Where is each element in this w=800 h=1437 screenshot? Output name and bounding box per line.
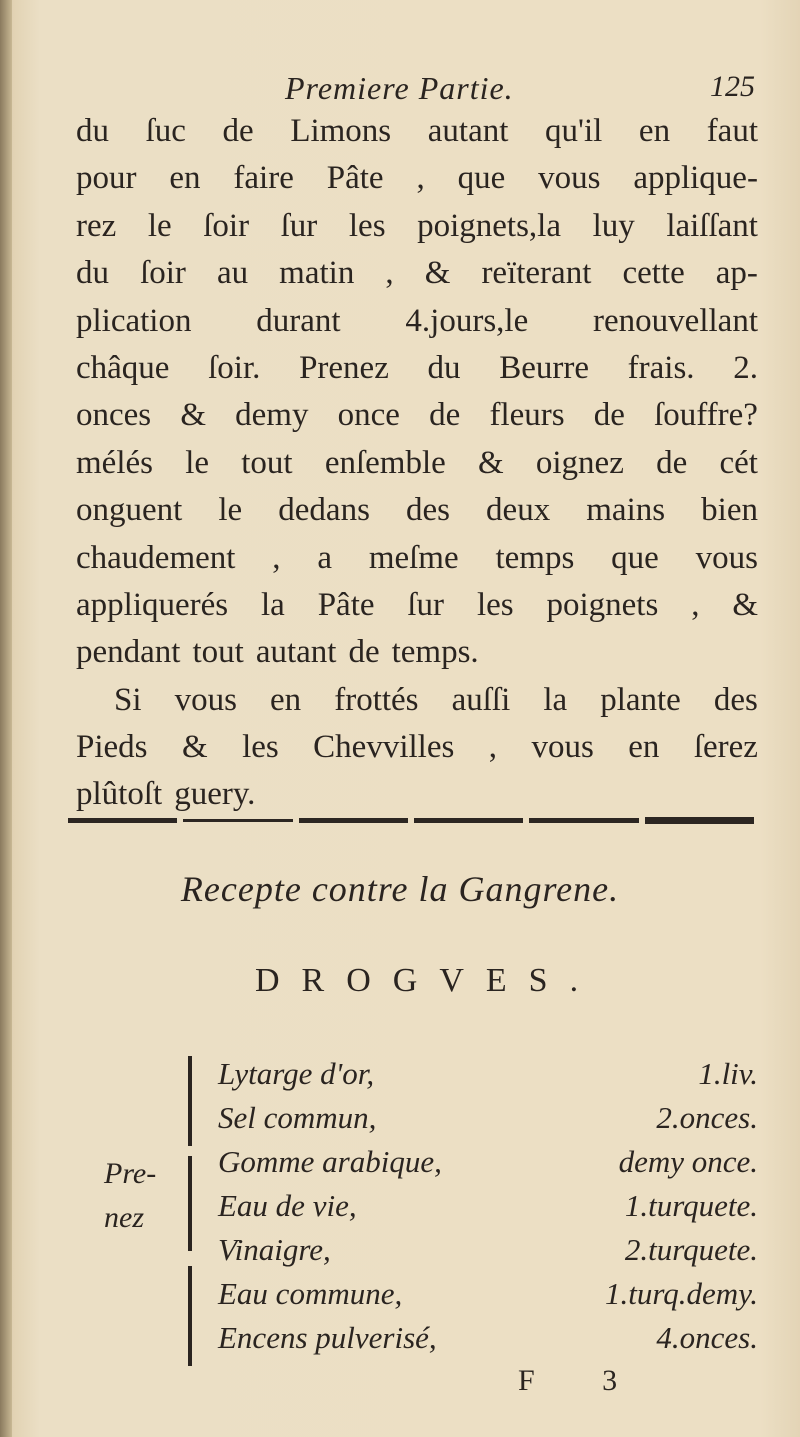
ingredient-name: Lytarge d'or,: [218, 1056, 375, 1091]
word: ,: [385, 255, 394, 292]
paragraph2_lines-line: [76, 677, 758, 724]
word: faire: [233, 160, 294, 197]
ingredient-quantity: 1.turq.demy.: [605, 1276, 758, 1311]
word: plication: [76, 302, 192, 339]
word: ſur: [280, 207, 318, 244]
word: Pâte: [317, 586, 375, 623]
word: ſoir.: [208, 349, 261, 386]
word: cét: [719, 444, 758, 481]
ingredient-quantity: 2.onces.: [656, 1100, 758, 1135]
word: ,: [416, 160, 425, 197]
word: ſoir: [203, 207, 250, 244]
ingredient-row: [218, 1140, 758, 1184]
word: les: [242, 729, 279, 766]
body-text: [76, 108, 758, 819]
word: en: [169, 160, 201, 197]
word: des: [713, 681, 758, 718]
body_lines-line: [76, 487, 758, 534]
word: autant: [427, 113, 509, 149]
word: Prenez: [299, 349, 389, 386]
word: &: [732, 586, 758, 623]
word: frottés: [334, 681, 419, 718]
word: ſerez: [693, 729, 758, 766]
word: meſme: [368, 539, 459, 576]
word: onces: [76, 397, 152, 434]
ingredient-quantity: demy once.: [618, 1144, 758, 1179]
word: luy: [592, 207, 635, 244]
body_lines-line: [76, 440, 758, 487]
word: ,: [272, 539, 281, 576]
ingredient-row: [218, 1096, 758, 1140]
word: &: [477, 444, 504, 481]
word: autant: [255, 634, 337, 671]
word: deux: [486, 492, 551, 529]
word: fleurs: [489, 397, 565, 434]
word: Pâte: [326, 160, 384, 197]
word: Chevvilles: [313, 729, 455, 766]
drugs-heading: DROGVES.: [255, 962, 601, 999]
word: poignets,la: [417, 207, 562, 244]
word: ,: [488, 729, 498, 766]
ingredient-name: Gomme arabique,: [218, 1144, 442, 1179]
body_lines-line: [76, 155, 758, 202]
ingredient-name: Vinaigre,: [218, 1232, 331, 1267]
word: demy: [235, 397, 309, 434]
word: plûtoſt: [76, 776, 163, 813]
word: faut: [706, 113, 758, 149]
word: ſuc: [145, 113, 186, 149]
word: les: [476, 586, 514, 623]
ingredient-quantity: 4.onces.: [656, 1320, 758, 1355]
word: bien: [701, 492, 758, 529]
ingredient-quantity: 1.turquete.: [624, 1188, 758, 1223]
word: Beurre: [499, 349, 589, 386]
body_lines-line: [76, 629, 758, 676]
word: guery.: [174, 776, 256, 813]
word: 4.jours,le: [405, 302, 529, 339]
paragraph2_lines-line: [76, 771, 758, 818]
word: ap-: [715, 255, 758, 292]
word: en: [628, 729, 660, 766]
word: laiſſant: [666, 207, 758, 244]
body_lines-line: [76, 345, 758, 392]
running-title: Premiere Partie.: [285, 70, 514, 106]
word: appliquerés: [76, 586, 229, 623]
word: du: [76, 113, 109, 149]
word: les: [348, 207, 386, 244]
word: ſoir: [140, 255, 186, 292]
word: 2.: [733, 349, 758, 386]
word: qu'il: [545, 113, 603, 149]
ingredient-row: [218, 1272, 758, 1316]
word: des: [405, 492, 450, 529]
word: pour: [76, 160, 137, 197]
body_lines-line: [76, 535, 758, 582]
ingredient-quantity: 1.liv.: [698, 1056, 758, 1091]
word: vous: [174, 681, 237, 718]
word: vous: [538, 160, 601, 197]
ingredient-row: [218, 1316, 758, 1360]
word: de: [429, 397, 461, 434]
word: a: [317, 539, 332, 576]
word: temps.: [391, 634, 479, 671]
word: tout: [192, 634, 244, 671]
word: en: [270, 681, 302, 718]
body_lines-line: [76, 203, 758, 250]
word: tout: [241, 444, 293, 481]
body_lines-line: [76, 298, 758, 345]
word: oignez: [535, 444, 624, 481]
word: applique-: [633, 160, 758, 197]
body_lines-line: [76, 582, 758, 629]
paragraph-1: [76, 108, 758, 677]
word: le: [185, 444, 210, 481]
ingredient-list: [218, 1052, 758, 1360]
word: de: [593, 397, 625, 434]
word: ſur: [407, 586, 445, 623]
word: la: [260, 586, 285, 623]
word: le: [218, 492, 243, 529]
ingredient-row: [218, 1184, 758, 1228]
body_lines-line: [76, 250, 758, 297]
prenez-line-2: nez: [104, 1201, 144, 1234]
body_lines-line: [76, 108, 758, 155]
word: cette: [622, 255, 685, 292]
word: &: [424, 255, 451, 292]
word: auſſi: [451, 681, 511, 718]
word: Pieds: [76, 729, 148, 766]
ingredient-row: [218, 1228, 758, 1272]
word: vous: [695, 539, 758, 576]
brace: [188, 1056, 194, 1366]
word: mélés: [76, 444, 153, 481]
word: au: [216, 255, 249, 292]
word: reïterant: [481, 255, 592, 292]
paragraph2_lines-line: [76, 724, 758, 771]
word: pendant: [76, 634, 181, 671]
ingredient-name: Eau commune,: [218, 1276, 403, 1311]
word: durant: [256, 302, 341, 339]
word: châque: [76, 349, 170, 386]
word: vous: [531, 729, 594, 766]
ingredient-name: Encens pulverisé,: [218, 1320, 437, 1355]
word: renouvellant: [593, 302, 758, 339]
word: en: [638, 113, 671, 149]
word: rez: [76, 207, 117, 244]
word: Limons: [290, 113, 392, 149]
signature-mark: F 3: [518, 1364, 648, 1397]
ingredient-row: [218, 1052, 758, 1096]
word: frais.: [627, 349, 695, 386]
word: onguent: [76, 492, 183, 529]
page-header: [285, 70, 755, 110]
page-number: 125: [710, 70, 755, 103]
ingredient-name: Sel commun,: [218, 1100, 377, 1135]
ingredient-quantity: 2.turquete.: [624, 1232, 758, 1267]
word: ſouffre?: [654, 397, 758, 434]
word: once: [337, 397, 400, 434]
word: mains: [586, 492, 666, 529]
word: poignets: [546, 586, 659, 623]
word: du: [427, 349, 461, 386]
prenez-label: [104, 1152, 184, 1240]
prenez-line-1: Pre-: [104, 1157, 157, 1190]
book-spine: [0, 0, 12, 1437]
word: ,: [691, 586, 700, 623]
word: la: [543, 681, 568, 718]
word: de: [656, 444, 688, 481]
word: de: [222, 113, 254, 149]
word: de: [348, 634, 380, 671]
paragraph-2: [76, 677, 758, 819]
word: plante: [600, 681, 681, 718]
word: &: [180, 397, 206, 434]
word: Si: [114, 681, 142, 718]
word: enſemble: [324, 444, 446, 481]
word: matin: [279, 255, 355, 292]
word: du: [76, 255, 109, 292]
ornamental-rule: [68, 817, 754, 825]
ingredient-name: Eau de vie,: [218, 1188, 357, 1223]
word: que: [457, 160, 506, 197]
word: dedans: [278, 492, 370, 529]
word: que: [611, 539, 659, 576]
word: le: [147, 207, 172, 244]
word: temps: [495, 539, 575, 576]
word: &: [181, 729, 208, 766]
recipe-title: Recepte contre la Gangrene.: [180, 869, 620, 909]
word: chaudement: [76, 539, 236, 576]
body_lines-line: [76, 392, 758, 439]
